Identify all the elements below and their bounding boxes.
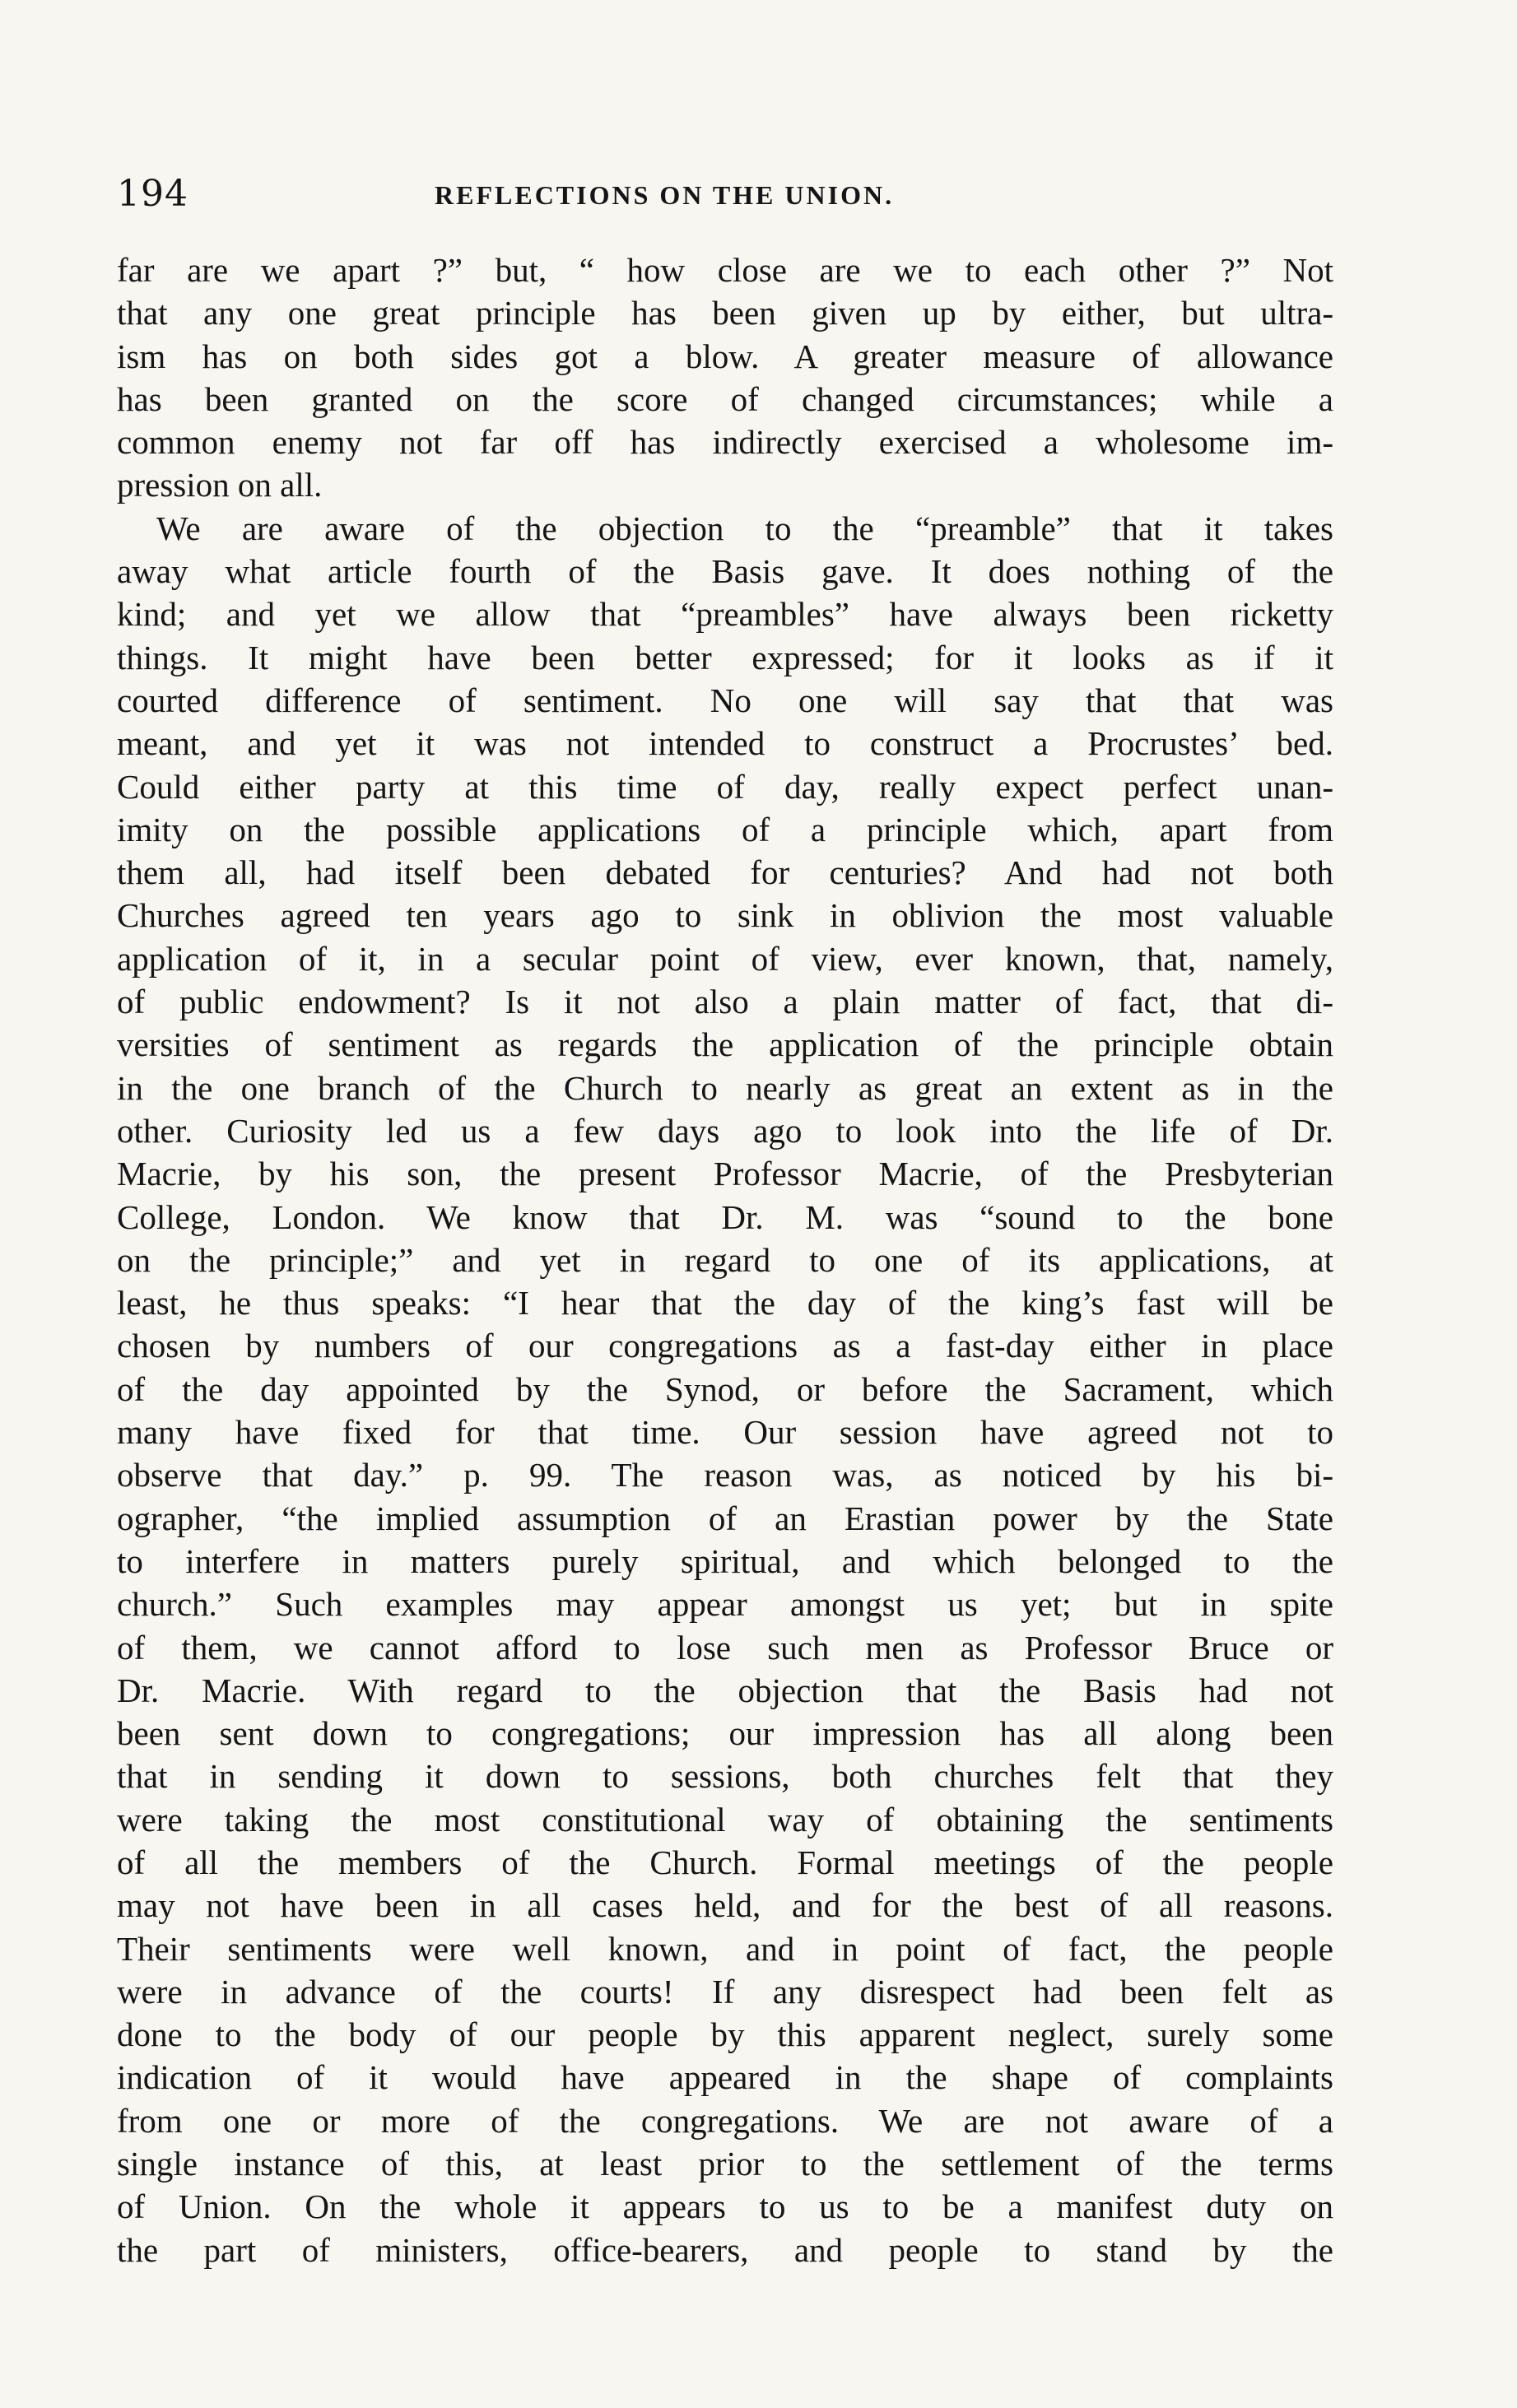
text-line: things. It might have been better expressed; for it looks as if it — [117, 638, 1333, 676]
text-line: of the day appointed by the Synod, or before the Sacrament, which — [117, 1369, 1333, 1408]
text-line: away what article fourth of the Basis gave. It does nothing of the — [117, 552, 1333, 591]
text-line: College, London. We know that Dr. M. was “sound to the bone — [117, 1197, 1333, 1236]
text-line: of Union. On the whole it appears to us to be a manifest duty on — [117, 2187, 1333, 2226]
text-line: many have fixed for that time. Our session have agreed not to — [117, 1413, 1333, 1452]
text-line: of public endowment? Is it not also a plain matter of fact, that di- — [117, 983, 1333, 1021]
text-line: pression on all. — [117, 466, 323, 504]
text-line: them all, had itself been debated for centuries? And had not both — [117, 853, 1333, 892]
page-header — [117, 170, 1333, 219]
text-line: far are we apart ?” but, “ how close are we to each other ?” Not — [117, 251, 1333, 289]
text-line: church.” Such examples may appear amongst us yet; but in spite — [117, 1585, 1333, 1624]
text-line: that in sending it down to sessions, both churches felt that they — [117, 1757, 1333, 1796]
text-line: on the principle;” and yet in regard to one of its applications, at — [117, 1240, 1333, 1279]
text-line: Churches agreed ten years ago to sink in oblivion the most valuable — [117, 896, 1333, 935]
running-title: REFLECTIONS ON THE UNION. — [435, 180, 895, 210]
text-line: ism has on both sides got a blow. A greater measure of allowance — [117, 337, 1333, 375]
text-line: in the one branch of the Church to nearly as great an extent as in the — [117, 1068, 1333, 1107]
text-line: single instance of this, at least prior to the settlement of the terms — [117, 2145, 1333, 2183]
text-line: has been granted on the score of changed circumstances; while a — [117, 379, 1333, 418]
text-line: been sent down to congregations; our impression has all along been — [117, 1714, 1333, 1753]
text-line: Macrie, by his son, the present Professor Macrie, of the Presbyterian — [117, 1155, 1333, 1193]
text-line: imity on the possible applications of a principle which, apart from — [117, 810, 1333, 848]
text-line: were in advance of the courts! If any disrespect had been felt as — [117, 1972, 1333, 2011]
text-line: least, he thus speaks: “I hear that the day of the king’s fast will be — [117, 1284, 1333, 1323]
text-line: indication of it would have appeared in the shape of complaints — [117, 2058, 1333, 2097]
text-line: ographer, “the implied assumption of an Erastian power by the State — [117, 1499, 1333, 1537]
text-line: Dr. Macrie. With regard to the objection that the Basis had not — [117, 1671, 1333, 1709]
text-line: of all the members of the Church. Formal meetings of the people — [117, 1843, 1333, 1881]
text-line: observe that day.” p. 99. The reason was, as noticed by his bi- — [117, 1456, 1333, 1495]
text-line: may not have been in all cases held, and for the best of all reasons. — [117, 1886, 1333, 1925]
text-line: from one or more of the congregations. We are not aware of a — [117, 2101, 1333, 2140]
text-line: meant, and yet it was not intended to construct a Procrustes’ bed. — [117, 724, 1333, 763]
text-line: application of it, in a secular point of view, ever known, that, namely, — [117, 939, 1333, 978]
text-line: chosen by numbers of our congregations as a fast-day either in place — [117, 1327, 1333, 1365]
text-line: We are aware of the objection to the “preamble” that it takes — [156, 509, 1333, 547]
text-line: Their sentiments were well known, and in point of fact, the people — [117, 1929, 1333, 1968]
text-line: were taking the most constitutional way of obtaining the sentiments — [117, 1800, 1333, 1839]
text-line: kind; and yet we allow that “preambles” have always been ricketty — [117, 595, 1333, 634]
text-line: Could either party at this time of day, really expect perfect unan- — [117, 767, 1333, 806]
page-number: 194 — [117, 173, 188, 215]
text-line: of them, we cannot afford to lose such men as Professor Bruce or — [117, 1628, 1333, 1667]
text-line: the part of ministers, office-bearers, and people to stand by the — [117, 2230, 1333, 2269]
text-line: other. Curiosity led us a few days ago to look into the life of Dr. — [117, 1111, 1333, 1150]
text-line: versities of sentiment as regards the application of the principle obtain — [117, 1025, 1333, 1064]
text-line: courted difference of sentiment. No one will say that that was — [117, 681, 1333, 719]
text-line: that any one great principle has been given up by either, but ultra- — [117, 294, 1333, 332]
body-text — [117, 249, 1333, 2271]
text-line: to interfere in matters purely spiritual, and which belonged to the — [117, 1541, 1333, 1580]
text-line: done to the body of our people by this apparent neglect, surely some — [117, 2015, 1333, 2054]
text-line: common enemy not far off has indirectly exercised a wholesome im- — [117, 423, 1333, 462]
